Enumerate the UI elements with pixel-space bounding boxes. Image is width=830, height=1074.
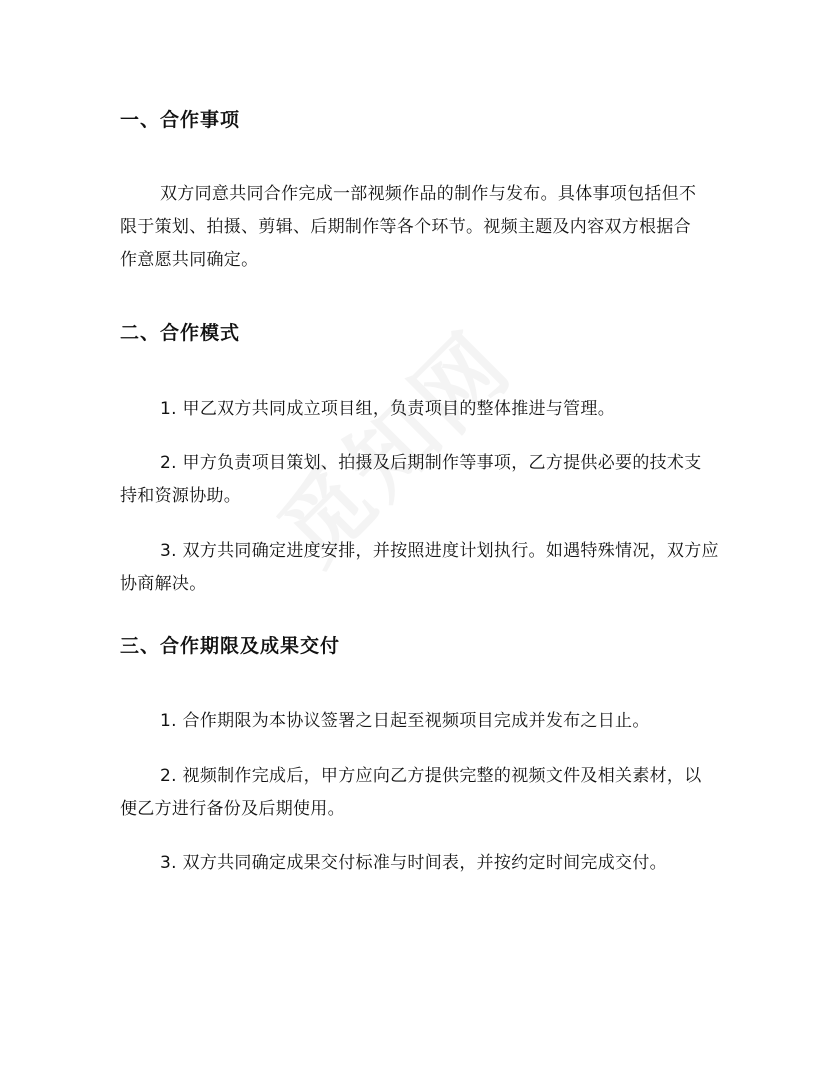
paragraph: 3. 双方共同确定成果交付标准与时间表，并按约定时间完成交付。: [160, 853, 667, 873]
paragraph: 双方同意共同合作完成一部视频作品的制作与发布。具体事项包括但不限于策划、拍摄、剪辑、后期制作等各个环节。视频主题及内容双方根据合作意愿共同确定。: [120, 184, 697, 270]
paragraph: 1. 甲乙双方共同成立项目组，负责项目的整体推进与管理。: [160, 399, 616, 419]
paragraph: 1. 合作期限为本协议签署之日起至视频项目完成并发布之日止。: [160, 711, 650, 731]
paragraph: 2. 视频制作完成后，甲方应向乙方提供完整的视频文件及相关素材，以便乙方进行备份及后期使用。: [120, 766, 702, 819]
section-heading-term-and-delivery: 三、合作期限及成果交付: [120, 635, 341, 657]
paragraph: 2. 甲方负责项目策划、拍摄及后期制作等事项，乙方提供必要的技术支持和资源协助。: [120, 453, 702, 506]
paragraph: 3. 双方共同确定进度安排，并按照进度计划执行。如遇特殊情况，双方应协商解决。: [120, 541, 719, 594]
section-heading-cooperation-mode: 二、合作模式: [120, 322, 241, 344]
section-heading-cooperation-matters: 一、合作事项: [120, 109, 241, 131]
